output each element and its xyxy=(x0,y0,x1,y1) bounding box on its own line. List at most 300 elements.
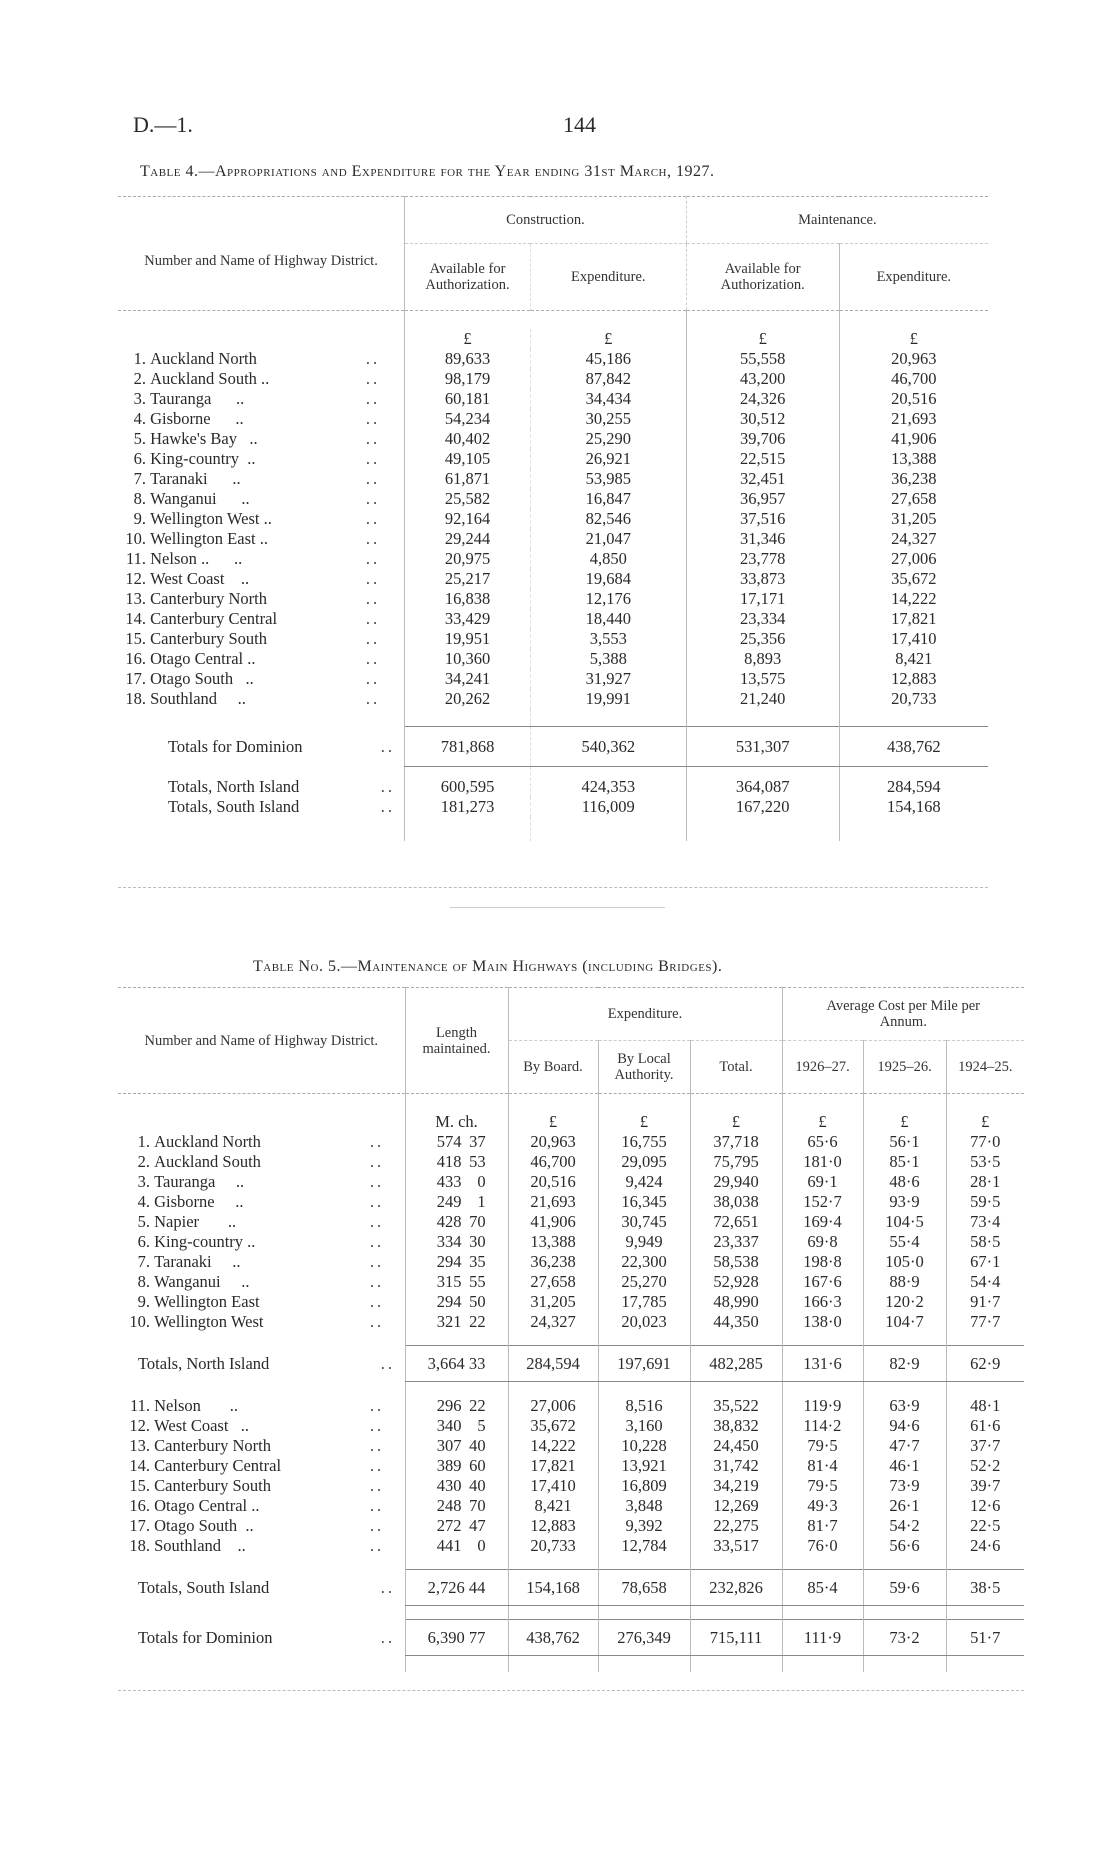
spacer-row xyxy=(118,1382,1024,1396)
value-y1: 81·4 xyxy=(782,1456,863,1476)
value-c-exp: 19,684 xyxy=(530,569,686,589)
table-row xyxy=(118,1416,1024,1436)
value-total: 44,350 xyxy=(690,1312,782,1332)
district-name-cell xyxy=(118,1536,405,1556)
blank xyxy=(782,1332,863,1346)
leader-dots: .. xyxy=(369,1151,385,1171)
value-c-avail: 20,262 xyxy=(405,689,531,709)
length-chains: 35 xyxy=(469,1251,486,1271)
value-c-avail: 60,181 xyxy=(405,389,531,409)
district-number: 18. xyxy=(129,1535,150,1555)
district-name-cell xyxy=(118,1516,405,1536)
blank xyxy=(782,1656,863,1672)
total-y3: 38·5 xyxy=(946,1570,1024,1606)
district-name-cell xyxy=(118,569,405,589)
district-number: 16. xyxy=(125,648,146,668)
value-local: 9,424 xyxy=(598,1172,690,1192)
totals-south-row xyxy=(118,1570,1024,1606)
leader-dots: .. xyxy=(365,688,381,708)
spacer-row xyxy=(118,709,988,727)
district-number: 7. xyxy=(133,468,146,488)
value-board: 24,327 xyxy=(508,1312,598,1332)
district-name: Otago Central .. xyxy=(154,1495,260,1515)
length-chains: 0 xyxy=(477,1171,486,1191)
value-m-avail: 13,575 xyxy=(686,669,839,689)
length-maintained-cell xyxy=(405,1212,508,1232)
value-m-avail: 23,334 xyxy=(686,609,839,629)
table-row xyxy=(118,1536,1024,1556)
blank xyxy=(508,1094,598,1112)
value-c-avail: 29,244 xyxy=(405,529,531,549)
value-m-exp: 46,700 xyxy=(839,369,988,389)
leader-dots: .. xyxy=(365,348,381,368)
length-maintained-cell xyxy=(405,1416,508,1436)
district-name-cell xyxy=(118,369,405,389)
value-board: 35,672 xyxy=(508,1416,598,1436)
blank xyxy=(863,1606,946,1620)
length-maintained-cell xyxy=(405,1436,508,1456)
district-number: 2. xyxy=(133,368,146,388)
leader-dots: .. xyxy=(380,796,395,816)
value-y1: 114·2 xyxy=(782,1416,863,1436)
district-number: 11. xyxy=(125,548,146,568)
table-row xyxy=(118,649,988,669)
value-total: 24,450 xyxy=(690,1436,782,1456)
value-m-avail: 33,873 xyxy=(686,569,839,589)
blank xyxy=(598,1606,690,1620)
district-number: 3. xyxy=(137,1171,150,1191)
length-chains: 70 xyxy=(469,1211,486,1231)
blank xyxy=(598,1094,690,1112)
leader-dots: .. xyxy=(365,508,381,528)
value-total: 72,651 xyxy=(690,1212,782,1232)
district-name-cell xyxy=(118,649,405,669)
total-m-exp: 284,594 xyxy=(839,767,988,797)
length-miles: 321 xyxy=(436,1311,462,1331)
document-code: D.—1. xyxy=(133,112,193,137)
currency-symbol: £ xyxy=(863,1112,946,1132)
district-number: 6. xyxy=(133,448,146,468)
section-divider xyxy=(450,907,665,908)
spacer-row xyxy=(118,817,988,841)
value-m-exp: 14,222 xyxy=(839,589,988,609)
value-total: 12,269 xyxy=(690,1496,782,1516)
district-name: Otago South .. xyxy=(154,1515,254,1535)
district-number: 7. xyxy=(137,1251,150,1271)
length-miles: 307 xyxy=(436,1435,462,1455)
leader-dots: .. xyxy=(380,1353,395,1373)
value-c-exp: 82,546 xyxy=(530,509,686,529)
col-header-total: Total. xyxy=(690,1041,782,1094)
length-chains: 70 xyxy=(469,1495,486,1515)
district-name-cell xyxy=(118,629,405,649)
district-name-cell xyxy=(118,1192,405,1212)
col-header-maintenance: Maintenance. xyxy=(686,197,988,244)
value-y1: 138·0 xyxy=(782,1312,863,1332)
col-header-average-cost: Average Cost per Mile per Annum. xyxy=(782,988,1024,1041)
leader-dots: .. xyxy=(369,1171,385,1191)
value-total: 22,275 xyxy=(690,1516,782,1536)
blank xyxy=(405,311,531,329)
district-name-cell xyxy=(118,469,405,489)
value-y3: 77·7 xyxy=(946,1312,1024,1332)
value-y2: 47·7 xyxy=(863,1436,946,1456)
value-y1: 76·0 xyxy=(782,1536,863,1556)
blank xyxy=(118,1332,405,1346)
value-local: 16,755 xyxy=(598,1132,690,1152)
value-board: 46,700 xyxy=(508,1152,598,1172)
value-y3: 73·4 xyxy=(946,1212,1024,1232)
length-miles: 441 xyxy=(436,1535,462,1555)
district-number: 5. xyxy=(137,1211,150,1231)
district-name: Canterbury South xyxy=(150,628,267,648)
length-miles: 296 xyxy=(436,1395,462,1415)
leader-dots: .. xyxy=(365,468,381,488)
value-board: 8,421 xyxy=(508,1496,598,1516)
total-board: 284,594 xyxy=(508,1346,598,1382)
district-name-cell xyxy=(118,1476,405,1496)
blank xyxy=(530,311,686,329)
length-miles: 389 xyxy=(436,1455,462,1475)
district-number: 8. xyxy=(133,488,146,508)
total-y3: 51·7 xyxy=(946,1620,1024,1656)
district-name: Wellington West .. xyxy=(150,508,272,528)
totals-dominion-row xyxy=(118,1620,1024,1656)
district-name: Southland .. xyxy=(154,1535,246,1555)
value-c-avail: 16,838 xyxy=(405,589,531,609)
col-header-by-board: By Board. xyxy=(508,1041,598,1094)
value-y1: 181·0 xyxy=(782,1152,863,1172)
leader-dots: .. xyxy=(365,548,381,568)
col-header-1924-25: 1924–25. xyxy=(946,1041,1024,1094)
length-chains: 40 xyxy=(469,1475,486,1495)
blank xyxy=(405,1606,508,1620)
district-number: 2. xyxy=(137,1151,150,1171)
table-row xyxy=(118,1212,1024,1232)
value-c-exp: 31,927 xyxy=(530,669,686,689)
district-name-cell xyxy=(118,1312,405,1332)
total-total: 482,285 xyxy=(690,1346,782,1382)
leader-dots: .. xyxy=(369,1495,385,1515)
district-number: 13. xyxy=(125,588,146,608)
value-c-exp: 26,921 xyxy=(530,449,686,469)
value-c-exp: 16,847 xyxy=(530,489,686,509)
leader-dots: .. xyxy=(380,776,395,796)
total-length: 3,664 33 xyxy=(405,1346,508,1382)
totals-label: Totals, North Island xyxy=(168,776,300,796)
value-y2: 48·6 xyxy=(863,1172,946,1192)
value-total: 31,742 xyxy=(690,1456,782,1476)
total-y2: 59·6 xyxy=(863,1570,946,1606)
district-number: 17. xyxy=(129,1515,150,1535)
district-name-cell xyxy=(118,1396,405,1416)
col-header-expenditure: Expenditure. xyxy=(508,988,782,1041)
value-y3: 28·1 xyxy=(946,1172,1024,1192)
value-m-avail: 32,451 xyxy=(686,469,839,489)
value-y3: 53·5 xyxy=(946,1152,1024,1172)
value-c-exp: 5,388 xyxy=(530,649,686,669)
district-name-cell xyxy=(118,389,405,409)
table-row xyxy=(118,489,988,509)
blank xyxy=(863,1556,946,1570)
currency-symbol: £ xyxy=(839,329,988,349)
table-row xyxy=(118,1152,1024,1172)
district-number: 8. xyxy=(137,1271,150,1291)
table-row xyxy=(118,609,988,629)
value-y1: 49·3 xyxy=(782,1496,863,1516)
total-board: 154,168 xyxy=(508,1570,598,1606)
district-number: 13. xyxy=(129,1435,150,1455)
blank xyxy=(118,1112,405,1132)
leader-dots: .. xyxy=(365,388,381,408)
totals-label-cell xyxy=(118,767,405,797)
length-chains: 5 xyxy=(477,1415,486,1435)
length-miles: 315 xyxy=(436,1271,462,1291)
currency-row xyxy=(118,329,988,349)
leader-dots: .. xyxy=(369,1475,385,1495)
blank xyxy=(405,1556,508,1570)
value-total: 48,990 xyxy=(690,1292,782,1312)
value-y3: 59·5 xyxy=(946,1192,1024,1212)
blank xyxy=(118,1656,405,1672)
value-local: 29,095 xyxy=(598,1152,690,1172)
length-chains: 47 xyxy=(469,1515,486,1535)
table-row xyxy=(118,1456,1024,1476)
value-total: 38,038 xyxy=(690,1192,782,1212)
col-header-district: Number and Name of Highway District. xyxy=(118,988,405,1094)
value-c-avail: 98,179 xyxy=(405,369,531,389)
district-name: West Coast .. xyxy=(150,568,250,588)
length-maintained-cell xyxy=(405,1292,508,1312)
value-y3: 67·1 xyxy=(946,1252,1024,1272)
value-board: 17,410 xyxy=(508,1476,598,1496)
district-name: Wanganui .. xyxy=(150,488,250,508)
blank xyxy=(686,709,839,727)
leader-dots: .. xyxy=(365,608,381,628)
blank xyxy=(598,1382,690,1396)
value-m-avail: 24,326 xyxy=(686,389,839,409)
total-y1: 85·4 xyxy=(782,1570,863,1606)
district-number: 11. xyxy=(129,1395,150,1415)
length-miles: 272 xyxy=(436,1515,462,1535)
blank xyxy=(690,1556,782,1570)
total-total: 715,111 xyxy=(690,1620,782,1656)
leader-dots: .. xyxy=(369,1415,385,1435)
district-number: 3. xyxy=(133,388,146,408)
district-number: 12. xyxy=(129,1415,150,1435)
district-name: Canterbury Central xyxy=(150,608,278,628)
district-name: Auckland North xyxy=(154,1131,261,1151)
value-y1: 198·8 xyxy=(782,1252,863,1272)
district-name-cell xyxy=(118,529,405,549)
value-board: 17,821 xyxy=(508,1456,598,1476)
table-row xyxy=(118,469,988,489)
length-miles: 334 xyxy=(436,1231,462,1251)
total-local: 78,658 xyxy=(598,1570,690,1606)
value-m-exp: 8,421 xyxy=(839,649,988,669)
blank xyxy=(598,1332,690,1346)
length-miles: 249 xyxy=(436,1191,462,1211)
value-c-exp: 30,255 xyxy=(530,409,686,429)
district-number: 17. xyxy=(125,668,146,688)
value-m-exp: 36,238 xyxy=(839,469,988,489)
value-c-exp: 3,553 xyxy=(530,629,686,649)
value-y2: 104·7 xyxy=(863,1312,946,1332)
value-total: 34,219 xyxy=(690,1476,782,1496)
blank xyxy=(405,1382,508,1396)
district-name-cell xyxy=(118,1272,405,1292)
totals-label: Totals, North Island xyxy=(138,1353,270,1373)
value-local: 3,848 xyxy=(598,1496,690,1516)
value-m-avail: 23,778 xyxy=(686,549,839,569)
value-c-exp: 25,290 xyxy=(530,429,686,449)
spacer-row xyxy=(118,1094,1024,1112)
value-y2: 88·9 xyxy=(863,1272,946,1292)
value-y2: 26·1 xyxy=(863,1496,946,1516)
table-row xyxy=(118,449,988,469)
value-c-avail: 61,871 xyxy=(405,469,531,489)
blank xyxy=(690,1656,782,1672)
currency-symbol: £ xyxy=(598,1112,690,1132)
length-miles: 294 xyxy=(436,1251,462,1271)
district-name-cell xyxy=(118,1496,405,1516)
blank xyxy=(686,817,839,841)
district-name-cell xyxy=(118,589,405,609)
value-m-avail: 31,346 xyxy=(686,529,839,549)
totals-south-row xyxy=(118,797,988,817)
table-row xyxy=(118,1272,1024,1292)
table-row xyxy=(118,409,988,429)
value-c-avail: 89,633 xyxy=(405,349,531,369)
district-number: 10. xyxy=(129,1311,150,1331)
value-y1: 69·8 xyxy=(782,1232,863,1252)
table-row xyxy=(118,1476,1024,1496)
blank xyxy=(405,1332,508,1346)
length-maintained-cell xyxy=(405,1476,508,1496)
blank xyxy=(690,1094,782,1112)
district-number: 15. xyxy=(125,628,146,648)
district-name: Wellington East xyxy=(154,1291,260,1311)
district-name: King-country .. xyxy=(154,1231,256,1251)
district-name-cell xyxy=(118,609,405,629)
leader-dots: .. xyxy=(365,648,381,668)
value-c-exp: 53,985 xyxy=(530,469,686,489)
length-maintained-cell xyxy=(405,1536,508,1556)
table-row xyxy=(118,689,988,709)
value-local: 10,228 xyxy=(598,1436,690,1456)
leader-dots: .. xyxy=(365,628,381,648)
table4 xyxy=(118,196,988,841)
value-total: 37,718 xyxy=(690,1132,782,1152)
leader-dots: .. xyxy=(365,568,381,588)
value-total: 23,337 xyxy=(690,1232,782,1252)
totals-label-cell xyxy=(118,797,405,817)
value-m-exp: 31,205 xyxy=(839,509,988,529)
col-header-construction-expenditure: Expenditure. xyxy=(530,244,686,311)
blank xyxy=(118,817,405,841)
value-y2: 56·6 xyxy=(863,1536,946,1556)
totals-label-cell xyxy=(118,1620,405,1656)
value-local: 12,784 xyxy=(598,1536,690,1556)
district-name: Auckland South xyxy=(154,1151,261,1171)
length-maintained-cell xyxy=(405,1152,508,1172)
value-m-exp: 20,516 xyxy=(839,389,988,409)
totals-north-row xyxy=(118,767,988,797)
blank xyxy=(508,1556,598,1570)
value-board: 27,006 xyxy=(508,1396,598,1416)
district-name: King-country .. xyxy=(150,448,256,468)
district-name: Napier .. xyxy=(154,1211,237,1231)
length-chains: 60 xyxy=(469,1455,486,1475)
total-c-avail: 781,868 xyxy=(405,727,531,767)
district-name: Taranaki .. xyxy=(150,468,241,488)
value-c-exp: 87,842 xyxy=(530,369,686,389)
length-miles: 248 xyxy=(436,1495,462,1515)
district-name: West Coast .. xyxy=(154,1415,250,1435)
table-row xyxy=(118,509,988,529)
value-board: 12,883 xyxy=(508,1516,598,1536)
totals-label: Totals for Dominion xyxy=(138,1627,273,1647)
district-name-cell xyxy=(118,1292,405,1312)
table-row xyxy=(118,389,988,409)
value-y1: 65·6 xyxy=(782,1132,863,1152)
value-y3: 54·4 xyxy=(946,1272,1024,1292)
district-name: Hawke's Bay .. xyxy=(150,428,258,448)
length-chains: 1 xyxy=(477,1191,486,1211)
value-total: 38,832 xyxy=(690,1416,782,1436)
length-maintained-cell xyxy=(405,1496,508,1516)
total-m-exp: 154,168 xyxy=(839,797,988,817)
total-m-exp: 438,762 xyxy=(839,727,988,767)
value-local: 30,745 xyxy=(598,1212,690,1232)
value-c-exp: 12,176 xyxy=(530,589,686,609)
value-board: 20,963 xyxy=(508,1132,598,1152)
blank xyxy=(530,709,686,727)
value-c-exp: 19,991 xyxy=(530,689,686,709)
leader-dots: .. xyxy=(369,1535,385,1555)
totals-label-cell xyxy=(118,727,405,767)
col-header-construction: Construction. xyxy=(405,197,687,244)
district-name: Canterbury Central xyxy=(154,1455,282,1475)
leader-dots: .. xyxy=(369,1271,385,1291)
district-number: 14. xyxy=(125,608,146,628)
total-y2: 73·2 xyxy=(863,1620,946,1656)
table-row xyxy=(118,1436,1024,1456)
leader-dots: .. xyxy=(369,1515,385,1535)
blank xyxy=(118,1606,405,1620)
spacer-row xyxy=(118,1606,1024,1620)
value-c-avail: 49,105 xyxy=(405,449,531,469)
district-number: 9. xyxy=(137,1291,150,1311)
total-c-exp: 116,009 xyxy=(530,797,686,817)
table-row xyxy=(118,589,988,609)
value-board: 36,238 xyxy=(508,1252,598,1272)
value-board: 20,733 xyxy=(508,1536,598,1556)
blank xyxy=(598,1556,690,1570)
table-row xyxy=(118,1252,1024,1272)
total-length: 6,390 77 xyxy=(405,1620,508,1656)
blank xyxy=(405,709,531,727)
value-local: 25,270 xyxy=(598,1272,690,1292)
blank xyxy=(405,1094,508,1112)
value-board: 41,906 xyxy=(508,1212,598,1232)
value-y1: 69·1 xyxy=(782,1172,863,1192)
value-y3: 52·2 xyxy=(946,1456,1024,1476)
value-m-avail: 30,512 xyxy=(686,409,839,429)
district-name: Southland .. xyxy=(150,688,246,708)
total-y3: 62·9 xyxy=(946,1346,1024,1382)
value-m-avail: 22,515 xyxy=(686,449,839,469)
